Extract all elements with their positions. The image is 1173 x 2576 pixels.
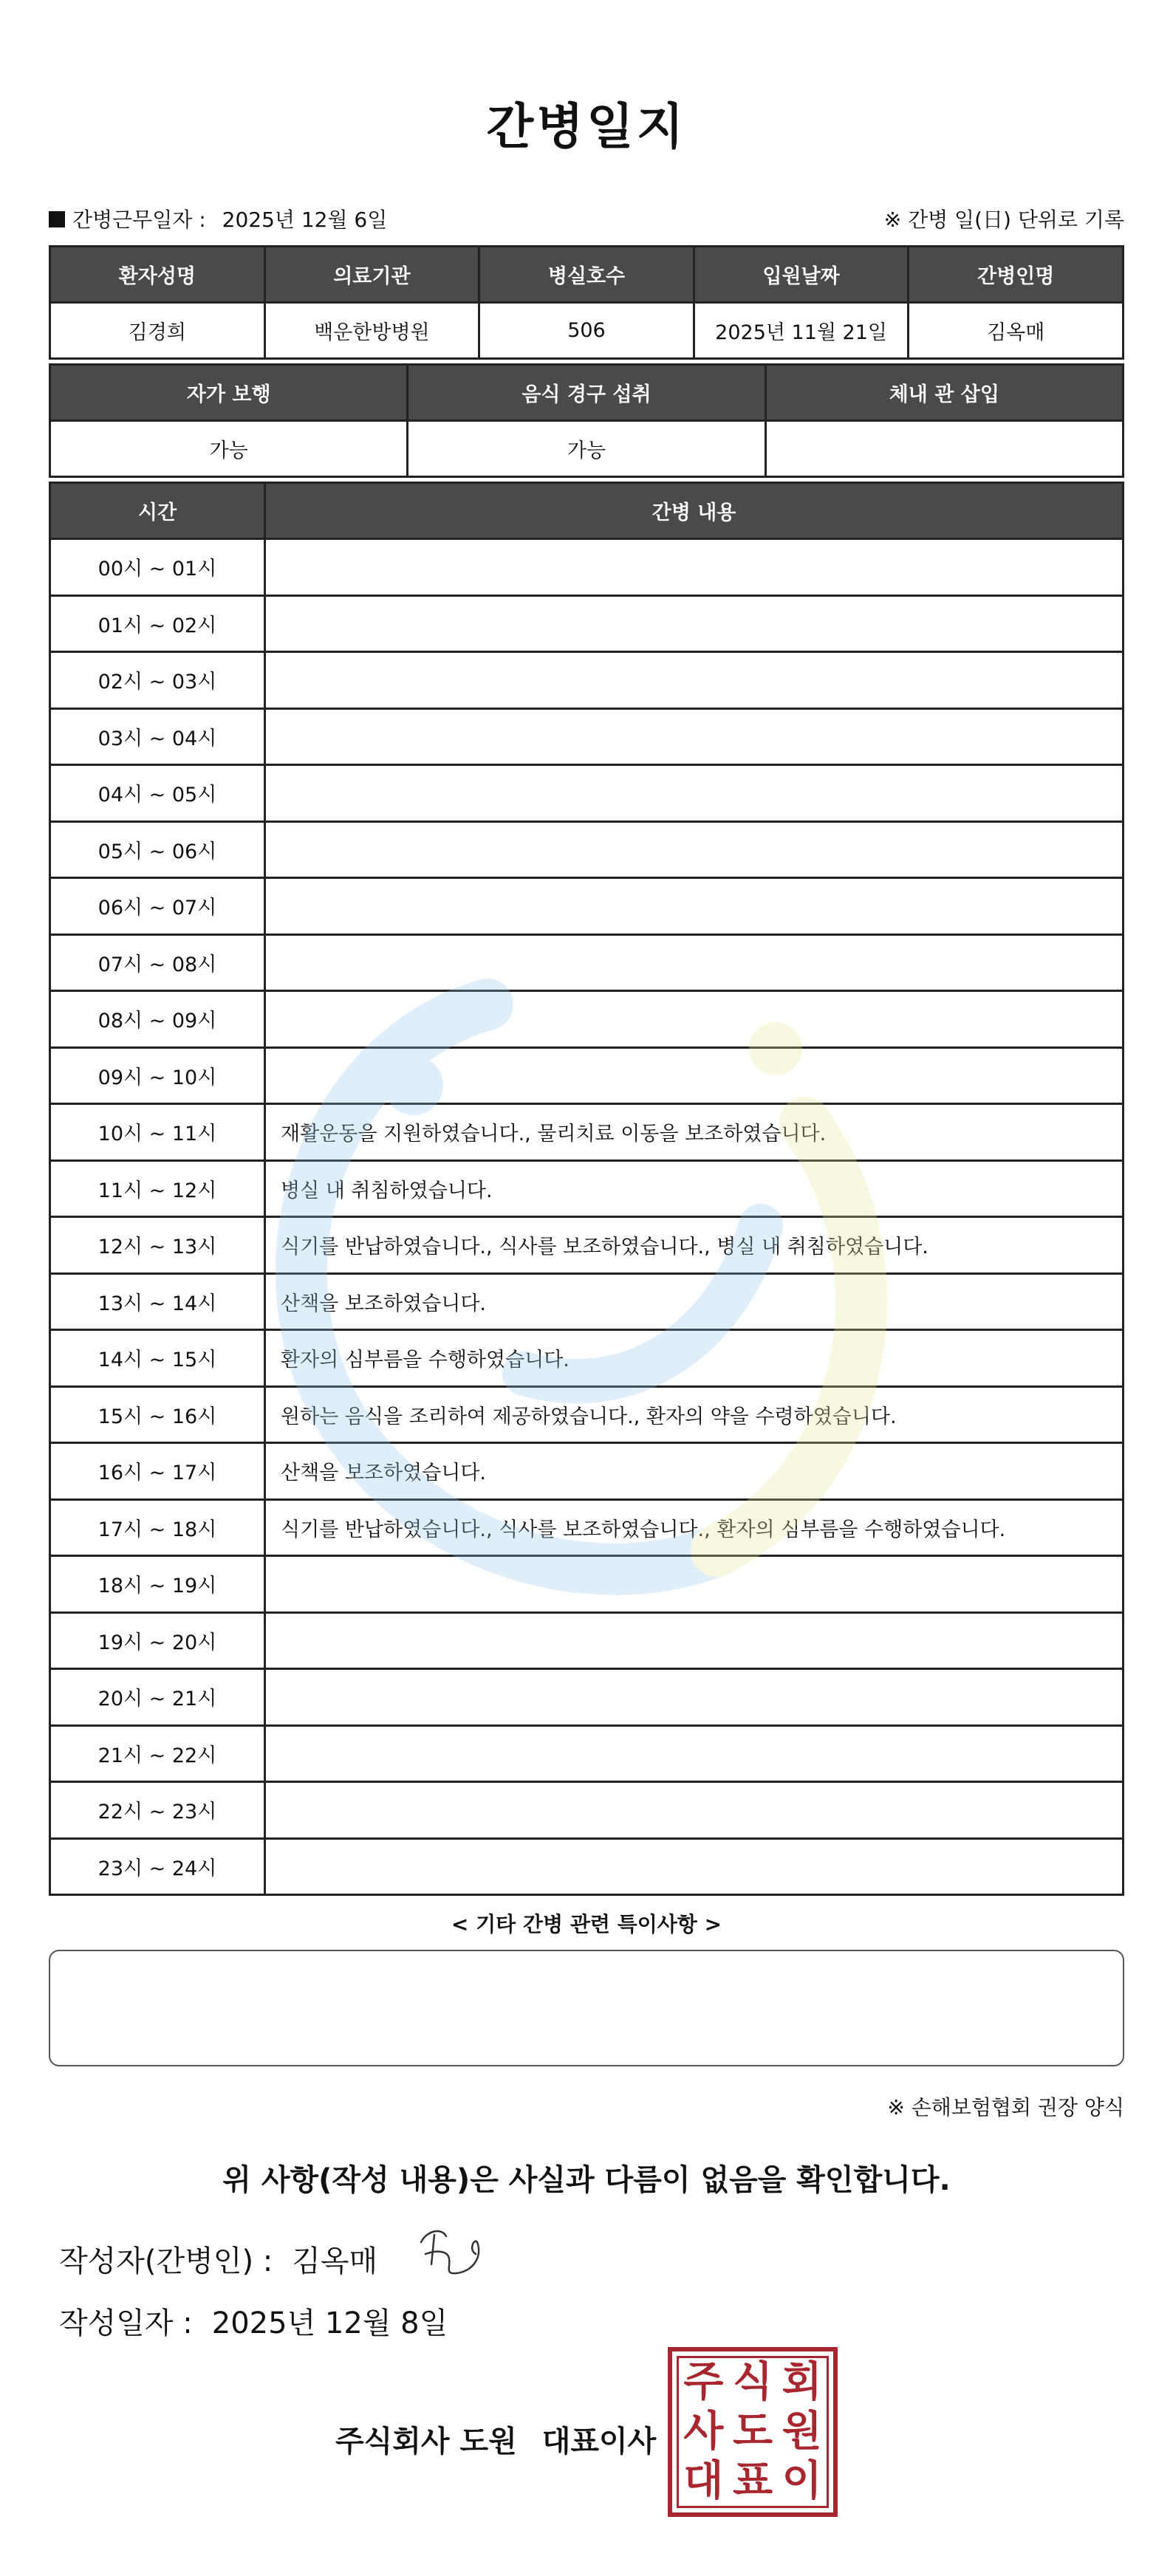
admission-date: 2025년 11월 21일 bbox=[694, 303, 909, 359]
log-time: 06시 ~ 07시 bbox=[50, 878, 265, 935]
log-time: 18시 ~ 19시 bbox=[50, 1556, 265, 1613]
seal-char: 주 bbox=[683, 2358, 724, 2407]
room-number: 506 bbox=[479, 303, 694, 359]
log-row bbox=[50, 652, 1124, 709]
log-time: 10시 ~ 11시 bbox=[50, 1104, 265, 1161]
work-date bbox=[49, 204, 387, 233]
log-row bbox=[50, 765, 1124, 822]
log-content bbox=[265, 595, 1124, 652]
log-row bbox=[50, 1499, 1124, 1556]
log-content bbox=[265, 1556, 1124, 1613]
work-date-label: 간병근무일자 : bbox=[72, 208, 206, 232]
log-row bbox=[50, 1386, 1124, 1443]
company-name: 주식회사 도원 bbox=[335, 2425, 517, 2459]
log-row bbox=[50, 1556, 1124, 1613]
log-time: 03시 ~ 04시 bbox=[50, 708, 265, 765]
log-time: 19시 ~ 20시 bbox=[50, 1612, 265, 1669]
writer-label: 작성자(간병인) : bbox=[59, 2244, 273, 2278]
log-row bbox=[50, 1160, 1124, 1217]
header-room: 병실호수 bbox=[479, 247, 694, 303]
log-time: 09시 ~ 10시 bbox=[50, 1047, 265, 1104]
log-row bbox=[50, 708, 1124, 765]
log-row bbox=[50, 1047, 1124, 1104]
log-content: 환자의 심부름을 수행하였습니다. bbox=[265, 1330, 1124, 1387]
log-time: 07시 ~ 08시 bbox=[50, 934, 265, 991]
patient-name: 김경희 bbox=[50, 303, 265, 359]
log-content bbox=[265, 1612, 1124, 1669]
log-content: 산책을 보조하였습니다. bbox=[265, 1273, 1124, 1330]
seal-char: 회 bbox=[782, 2358, 822, 2407]
log-content: 병실 내 취침하였습니다. bbox=[265, 1160, 1124, 1217]
log-row bbox=[50, 1725, 1124, 1782]
log-time: 22시 ~ 23시 bbox=[50, 1782, 265, 1839]
log-content: 원하는 음식을 조리하여 제공하였습니다., 환자의 약을 수령하였습니다. bbox=[265, 1386, 1124, 1443]
log-row bbox=[50, 991, 1124, 1048]
log-content bbox=[265, 652, 1124, 709]
log-time: 17시 ~ 18시 bbox=[50, 1499, 265, 1556]
log-content bbox=[265, 1838, 1124, 1895]
self-walking-value: 가능 bbox=[50, 421, 408, 477]
form-source-note: ※ 손해보험협회 권장 양식 bbox=[887, 2095, 1124, 2120]
page-title: 간병일지 bbox=[486, 98, 687, 155]
oral-intake-value: 가능 bbox=[408, 421, 765, 477]
writer-name: 김옥매 bbox=[292, 2244, 378, 2278]
header-care-content: 간병 내용 bbox=[265, 483, 1124, 539]
company-line bbox=[335, 2418, 656, 2460]
company-seal bbox=[668, 2347, 838, 2517]
header-time: 시간 bbox=[50, 483, 265, 539]
log-content bbox=[265, 539, 1124, 596]
writer-line bbox=[59, 2238, 377, 2280]
log-content bbox=[265, 765, 1124, 822]
log-row bbox=[50, 934, 1124, 991]
seal-char: 이 bbox=[782, 2456, 822, 2505]
log-row bbox=[50, 1669, 1124, 1726]
seal-char: 식 bbox=[732, 2358, 773, 2407]
log-row bbox=[50, 1217, 1124, 1274]
log-row bbox=[50, 1612, 1124, 1669]
log-time: 21시 ~ 22시 bbox=[50, 1725, 265, 1782]
log-time: 23시 ~ 24시 bbox=[50, 1838, 265, 1895]
log-time: 15시 ~ 16시 bbox=[50, 1386, 265, 1443]
log-time: 13시 ~ 14시 bbox=[50, 1273, 265, 1330]
work-date-value: 2025년 12월 6일 bbox=[222, 208, 388, 232]
log-time: 04시 ~ 05시 bbox=[50, 765, 265, 822]
seal-char: 표 bbox=[732, 2456, 773, 2505]
log-time: 16시 ~ 17시 bbox=[50, 1443, 265, 1500]
log-time: 08시 ~ 09시 bbox=[50, 991, 265, 1048]
log-row bbox=[50, 1443, 1124, 1500]
log-content bbox=[265, 1725, 1124, 1782]
header-patient-name: 환자성명 bbox=[50, 247, 265, 303]
log-time: 02시 ~ 03시 bbox=[50, 652, 265, 709]
notes-box bbox=[49, 1950, 1124, 2066]
header-self-walking: 자가 보행 bbox=[50, 365, 408, 421]
log-time: 20시 ~ 21시 bbox=[50, 1669, 265, 1726]
log-time: 14시 ~ 15시 bbox=[50, 1330, 265, 1387]
log-time: 00시 ~ 01시 bbox=[50, 539, 265, 596]
caregiver-name: 김옥매 bbox=[909, 303, 1124, 359]
header-oral-intake: 음식 경구 섭취 bbox=[408, 365, 765, 421]
seal-char: 대 bbox=[683, 2456, 724, 2505]
care-log-table bbox=[49, 482, 1124, 1896]
signature bbox=[412, 2220, 493, 2282]
representative-title: 대표이사 bbox=[541, 2425, 657, 2459]
log-time: 01시 ~ 02시 bbox=[50, 595, 265, 652]
log-row bbox=[50, 1782, 1124, 1839]
header-tube-insertion: 체내 관 삽입 bbox=[765, 365, 1123, 421]
log-content bbox=[265, 708, 1124, 765]
seal-char: 사 bbox=[683, 2407, 724, 2456]
written-date-line bbox=[59, 2300, 448, 2342]
log-content: 재활운동을 지원하였습니다., 물리치료 이동을 보조하였습니다. bbox=[265, 1104, 1124, 1161]
patient-status-table bbox=[49, 363, 1124, 478]
tube-insertion-value bbox=[765, 421, 1123, 477]
log-row bbox=[50, 1273, 1124, 1330]
seal-char: 원 bbox=[782, 2407, 822, 2456]
log-content: 산책을 보조하였습니다. bbox=[265, 1443, 1124, 1500]
written-date-value: 2025년 12월 8일 bbox=[211, 2306, 448, 2340]
patient-info-table bbox=[49, 245, 1124, 360]
log-row bbox=[50, 1330, 1124, 1387]
header-hospital: 의료기관 bbox=[264, 247, 479, 303]
confirmation-statement: 위 사항(작성 내용)은 사실과 다름이 없음을 확인합니다. bbox=[222, 2163, 951, 2197]
square-bullet-icon bbox=[49, 211, 65, 227]
written-date-label: 작성일자 : bbox=[59, 2306, 193, 2340]
seal-char: 도 bbox=[732, 2407, 773, 2456]
log-content bbox=[265, 991, 1124, 1048]
notes-title: < 기타 간병 관련 특이사항 > bbox=[451, 1912, 722, 1936]
log-row bbox=[50, 878, 1124, 935]
log-time: 05시 ~ 06시 bbox=[50, 821, 265, 878]
log-content bbox=[265, 1669, 1124, 1726]
log-content bbox=[265, 1782, 1124, 1839]
log-content bbox=[265, 1047, 1124, 1104]
hospital-name: 백운한방병원 bbox=[264, 303, 479, 359]
header-caregiver: 간병인명 bbox=[909, 247, 1124, 303]
log-row bbox=[50, 539, 1124, 596]
log-content bbox=[265, 934, 1124, 991]
log-content: 식기를 반납하였습니다., 식사를 보조하였습니다., 환자의 심부름을 수행하였습니다. bbox=[265, 1499, 1124, 1556]
record-note: ※ 간병 일(日) 단위로 기록 bbox=[883, 208, 1124, 232]
log-time: 11시 ~ 12시 bbox=[50, 1160, 265, 1217]
log-row bbox=[50, 595, 1124, 652]
log-content: 식기를 반납하였습니다., 식사를 보조하였습니다., 병실 내 취침하였습니다. bbox=[265, 1217, 1124, 1274]
log-row bbox=[50, 1104, 1124, 1161]
log-content bbox=[265, 821, 1124, 878]
header-admission-date: 입원날짜 bbox=[694, 247, 909, 303]
log-content bbox=[265, 878, 1124, 935]
log-time: 12시 ~ 13시 bbox=[50, 1217, 265, 1274]
log-row bbox=[50, 821, 1124, 878]
log-row bbox=[50, 1838, 1124, 1895]
